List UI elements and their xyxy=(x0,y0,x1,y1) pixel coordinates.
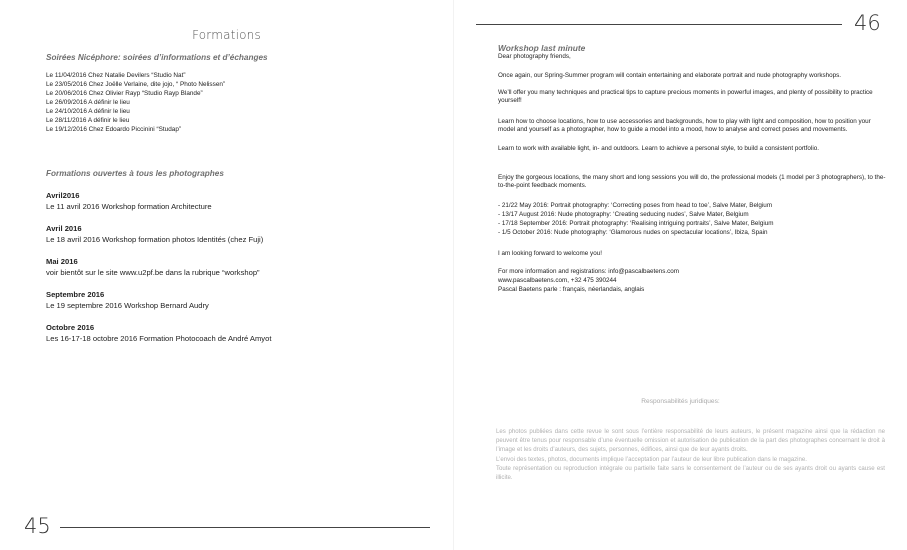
soiree-line: Le 11/04/2016 Chez Natalie Devilers “Studio Nat” xyxy=(46,72,186,79)
soiree-line: Le 19/12/2016 Chez Edoardo Piccinini “Studap” xyxy=(46,126,182,133)
workshop-paragraph: We’ll offer you many techniques and practical tips to capture precious moments in powerful images, and plenty of possibility to practice yourself! xyxy=(498,89,873,105)
legal-text xyxy=(496,427,885,482)
formation-event: Le 11 avril 2016 Workshop formation Architecture xyxy=(46,202,212,211)
page-number: 46 xyxy=(854,11,881,35)
page-number: 45 xyxy=(24,514,51,538)
contact-line: Pascal Baetens parle : français, néerlandais, anglais xyxy=(498,286,645,293)
legal-paragraph: Toute représentation ou reproduction intégrale ou partielle faite sans le consentement de l’auteur ou de ses ayants droit ou ayants cause est illicite. xyxy=(496,464,885,482)
formation-event: voir bientôt sur le site www.u2pf.be dans la rubrique “workshop” xyxy=(46,268,260,277)
header-rule xyxy=(476,24,842,25)
formation-event: Le 18 avril 2016 Workshop formation photos Identités (chez Fuji) xyxy=(46,235,264,244)
legal-title: Responsabilités juridiques: xyxy=(641,398,720,405)
soiree-line: Le 23/05/2016 Chez Joëlle Verlaine, dite jojo, “ Photo Nelissen” xyxy=(46,81,226,88)
left-page xyxy=(0,0,453,550)
workshop-title: Workshop last minute xyxy=(498,43,586,53)
contact-line: For more information and registrations: info@pascalbaetens.com xyxy=(498,268,680,275)
contact-line: www.pascalbaetens.com, +32 475 390244 xyxy=(498,277,617,284)
workshop-date-line: - 13/17 August 2016: Nude photography: ‘Creating seducing nudes’, Salve Mater, Belgium xyxy=(498,211,749,218)
workshop-paragraph: Once again, our Spring-Summer program will contain entertaining and elaborate portrait and nude photography workshops. xyxy=(498,72,842,79)
formation-month: Octobre 2016 xyxy=(46,323,95,332)
workshop-closing: I am looking forward to welcome you! xyxy=(498,250,602,257)
workshop-paragraph: Learn to work with available light, in- and outdoors. Learn to achieve a personal style, to build a consistent portfolio. xyxy=(498,145,819,152)
workshop-date-line: - 1/5 October 2016: Nude photography: ‘Glamorous nudes on spectacular locations’, Ibiza, Spain xyxy=(498,229,768,236)
formation-month: Avril2016 xyxy=(46,191,80,200)
formation-month: Mai 2016 xyxy=(46,257,78,266)
formation-event: Le 19 septembre 2016 Workshop Bernard Audry xyxy=(46,301,209,310)
footer-rule xyxy=(60,527,430,528)
legal-paragraph: L’envoi des textes, photos, documents implique l’acceptation par l’auteur de leur libre publication dans le magazine. xyxy=(496,455,807,463)
soirees-heading: Soirées Nicéphore: soirées d’informations et d’échanges xyxy=(46,53,268,62)
soiree-line: Le 26/09/2016 A définir le lieu xyxy=(46,99,130,106)
soiree-line: Le 28/11/2016 A définir le lieu xyxy=(46,117,130,124)
workshop-greeting: Dear photography friends, xyxy=(498,53,571,60)
soiree-line: Le 24/10/2016 A définir le lieu xyxy=(46,108,130,115)
page-title: Formations xyxy=(192,28,261,42)
workshop-date-line: - 21/22 May 2016: Portrait photography: ‘Correcting poses from head to toe’, Salve Mater, Belgium xyxy=(498,202,773,209)
formations-heading: Formations ouvertes à tous les photographes xyxy=(46,169,224,178)
workshop-date-line: - 17/18 September 2016: Portrait photography: ‘Realising intriguing portraits’, Salve Mater, Belgium xyxy=(498,220,774,227)
right-page xyxy=(454,0,907,550)
workshop-paragraph: Learn how to choose locations, how to use accessories and backgrounds, how to play with light and composition, how to position your model and yourself as a photographer, how to guide a model into a mood, how to analyse and correct poses and movements. xyxy=(498,118,871,134)
legal-paragraph: Les photos publiées dans cette revue le sont sous l’entière responsabilité de leurs auteurs, le présent magazine ainsi que la rédaction ne peuvent être tenus pour responsable d’une éventuelle omission et autorisation de publication de la part des photographes concernant le droit à l’image et les droits d’auteurs, des sujets, personnes, édifices, ainsi que de leur ayants droits. xyxy=(496,428,885,454)
soiree-line: Le 20/06/2016 Chez Olivier Rayp “Studio Rayp Blande” xyxy=(46,90,203,97)
formation-event: Les 16-17-18 octobre 2016 Formation Photocoach de André Amyot xyxy=(46,334,272,343)
formation-month: Avril 2016 xyxy=(46,224,82,233)
workshop-paragraph: Enjoy the gorgeous locations, the many short and long sessions you will do, the professional models (1 model per 3 photographers), to the-to-the-point feedback moments. xyxy=(498,174,886,190)
formation-month: Septembre 2016 xyxy=(46,290,105,299)
